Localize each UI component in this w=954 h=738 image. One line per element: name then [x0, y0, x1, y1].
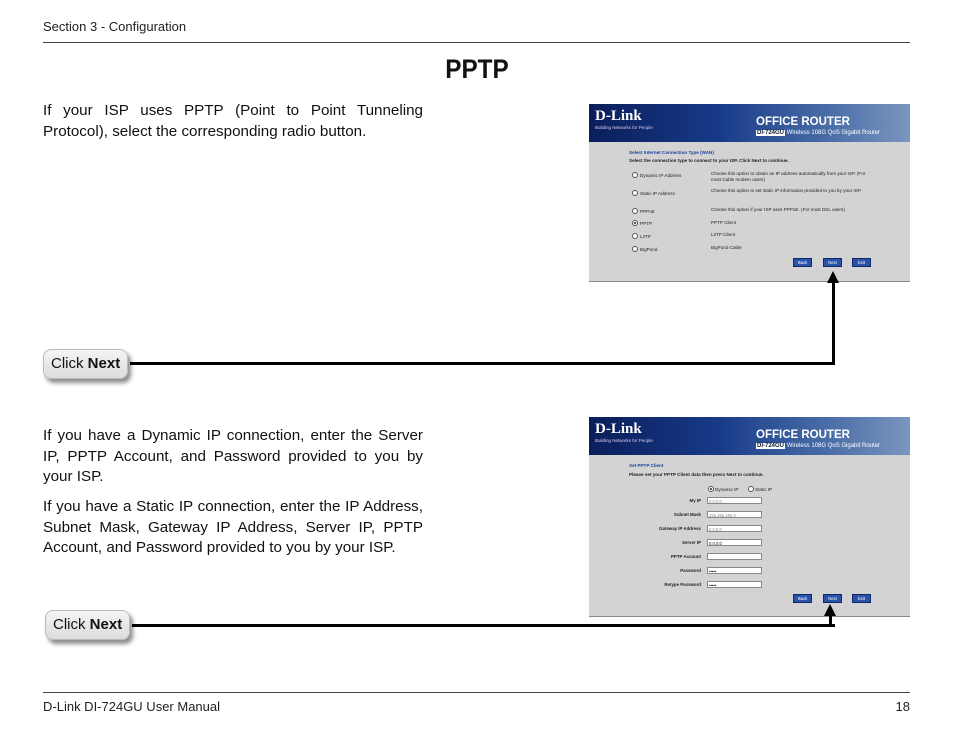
section-header: Section 3 - Configuration	[43, 19, 187, 34]
footer-rule	[43, 692, 910, 693]
next-button[interactable]: Next	[823, 594, 842, 603]
password-label: Password	[680, 568, 701, 573]
back-button[interactable]: Back	[793, 258, 812, 267]
exit-button[interactable]: Exit	[852, 594, 871, 603]
radio-bigpond[interactable]	[632, 246, 638, 252]
page-number: 18	[895, 699, 910, 714]
my-ip-label: My IP	[689, 498, 701, 503]
option-label: Dynamic IP Address	[640, 173, 682, 178]
retype-password-field[interactable]: •••••	[707, 581, 762, 588]
model-code: DI-724GU	[757, 130, 785, 136]
arrow-up-icon	[824, 604, 836, 616]
option-desc: Choose this option to obtain an IP address automatically from your ISP. (For most Cable modem users)	[711, 171, 866, 182]
callout-action: Next	[87, 355, 121, 372]
option-desc: Choose this option if your ISP uses PPPoE. (For most DSL users)	[711, 207, 845, 212]
pptp-intro-paragraph: If your ISP uses PPTP (Point to Point Tunneling Protocol), select the corresponding radio button.	[43, 102, 423, 140]
server-ip-field[interactable]: 0.0.0.0	[707, 539, 762, 546]
subnet-mask-field[interactable]: 255.255.255.0	[707, 511, 762, 518]
header-rule	[43, 42, 910, 43]
gateway-ip-label: Gateway IP Address	[659, 526, 701, 531]
pptp-heading: Set PPTP Client	[629, 463, 664, 468]
router-banner	[589, 104, 910, 142]
product-name: OFFICE ROUTER	[756, 116, 850, 128]
option-label: PPPoE	[640, 209, 655, 214]
callout-prefix: Click	[51, 355, 88, 372]
exit-button[interactable]: Exit	[852, 258, 871, 267]
radio-static-ip[interactable]	[748, 486, 754, 492]
model-desc: Wireless 108G QoS Gigabit Router	[786, 443, 881, 449]
manual-title: D-Link DI-724GU User Manual	[43, 699, 221, 714]
password-field[interactable]: •••••	[707, 567, 762, 574]
mode-static-label: Static IP	[755, 487, 773, 492]
subnet-mask-label: Subnet Mask	[673, 512, 701, 517]
my-ip-field[interactable]: 0.0.0.0	[707, 497, 762, 504]
product-name: OFFICE ROUTER	[756, 429, 850, 441]
retype-password-label: Retype Password	[664, 582, 701, 587]
option-label: PPTP	[640, 221, 652, 226]
radio-l2tp[interactable]	[632, 233, 638, 239]
pptp-instruction: Please set your PPTP Client data then press Next to continue.	[629, 472, 764, 477]
arrow-up-icon	[827, 271, 839, 283]
click-next-callout	[45, 610, 130, 640]
router-banner	[589, 417, 910, 455]
router-screenshot-pptp-client	[589, 417, 910, 617]
callout-action: Next	[89, 616, 123, 633]
option-desc: Choose this option to set static IP information provided to you by your ISP.	[711, 188, 862, 193]
connector-line-horizontal	[130, 362, 835, 365]
next-button[interactable]: Next	[823, 258, 842, 267]
connector-line-horizontal	[132, 624, 835, 627]
router-screenshot-connection-type	[589, 104, 910, 282]
static-ip-paragraph: If you have a Static IP connection, enter the IP Address, Subnet Mask, Gateway IP Address, Server IP, PPTP Account, and Password provided to you by your ISP.	[43, 498, 423, 556]
server-ip-label: Server IP	[681, 540, 701, 545]
option-desc: L2TP Client	[711, 232, 735, 237]
pptp-account-label: PPTP Account	[670, 554, 701, 559]
radio-dynamic-ip[interactable]	[632, 172, 638, 178]
option-label: L2TP	[640, 234, 651, 239]
wan-heading: Select Internet Connection Type (WAN)	[629, 150, 714, 155]
connector-line-vertical	[832, 281, 835, 365]
radio-pptp[interactable]	[632, 220, 638, 226]
gateway-ip-field[interactable]: 0.0.0.0	[707, 525, 762, 532]
click-next-callout	[43, 349, 128, 379]
logo-tagline: Building Networks for People	[595, 125, 653, 130]
option-label: BigPond	[640, 247, 658, 252]
mode-dynamic-label: Dynamic IP	[715, 487, 739, 492]
model-line	[756, 130, 880, 136]
page-title: PPTP	[445, 54, 509, 84]
back-button[interactable]: Back	[793, 594, 812, 603]
option-desc: PPTP Client	[711, 220, 736, 225]
wan-instruction: Select the connection type to connect to your ISP. Click Next to continue.	[629, 158, 789, 163]
radio-dynamic-ip[interactable]	[708, 486, 714, 492]
logo-tagline: Building Networks for People	[595, 438, 653, 443]
model-line	[756, 443, 880, 449]
model-desc: Wireless 108G QoS Gigabit Router	[786, 130, 881, 136]
option-desc: BigPond Cable	[711, 245, 742, 250]
dynamic-ip-paragraph: If you have a Dynamic IP connection, enter the Server IP, PPTP Account, and Password provided to you by your ISP.	[43, 427, 423, 485]
pptp-account-field[interactable]	[707, 553, 762, 560]
callout-prefix: Click	[53, 616, 90, 633]
model-code: DI-724GU	[757, 443, 785, 449]
dlink-logo: D-Link	[595, 421, 642, 437]
dlink-logo: D-Link	[595, 108, 642, 124]
radio-static-ip[interactable]	[632, 190, 638, 196]
radio-pppoe[interactable]	[632, 208, 638, 214]
option-label: Static IP Address	[640, 191, 675, 196]
